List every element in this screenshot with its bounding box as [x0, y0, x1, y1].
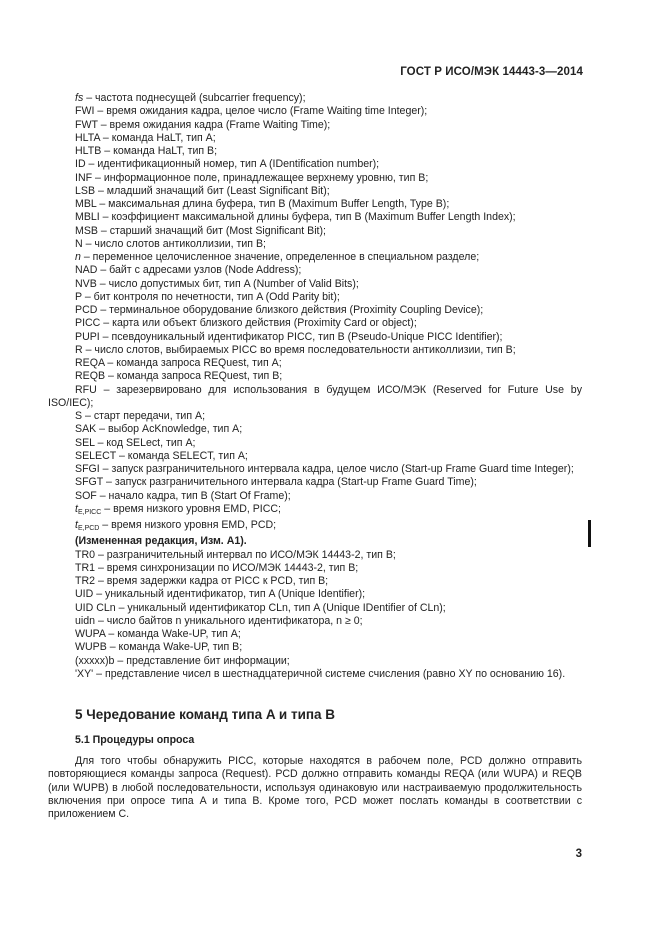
- page-number: 3: [575, 848, 582, 860]
- definition-text: – максимальная длина буфера, тип B (Maximum Buffer Length, Type B);: [96, 198, 450, 210]
- definition-term: ID: [75, 158, 86, 171]
- definition-item: [48, 238, 582, 251]
- definition-term: MBL: [75, 198, 97, 210]
- definition-item: [48, 105, 582, 118]
- definition-text: – команда Wake-UP, тип A;: [105, 628, 241, 640]
- definition-term: n: [75, 251, 81, 263]
- definition-term: HLTB: [75, 145, 102, 157]
- definition-item: [48, 158, 582, 171]
- definition-term: SOF: [75, 489, 97, 502]
- definition-item: [48, 668, 582, 681]
- definition-term: PICC: [75, 317, 101, 330]
- definition-text: – представление чисел в шестнадцатеричной системе счисления (равно XY по основанию 16).: [93, 667, 566, 680]
- definition-text: – частота поднесущей (subcarrier frequency);: [83, 92, 306, 104]
- definition-text: – запуск разграничительного интервала кадра, целое число (Start-up Frame Guard time Integer);: [99, 463, 574, 475]
- definition-term: (xxxxx)b: [75, 654, 115, 667]
- definition-term: PUPI: [75, 330, 100, 343]
- definition-text: – разграничительный интервал по ИСО/МЭК 14443-2, тип B;: [95, 548, 396, 561]
- definition-item: [48, 304, 582, 317]
- definition-item: [48, 357, 582, 370]
- definition-text: – число допустимых бит, тип A (Number of Valid Bits);: [96, 277, 359, 290]
- definition-item: [48, 132, 582, 145]
- definition-term: SELECT: [75, 449, 117, 462]
- definition-item: [48, 463, 582, 476]
- definition-text: – запуск разграничительного интервала кадра (Start-up Frame Guard Time);: [103, 476, 477, 489]
- definition-item: [48, 344, 582, 357]
- definition-term: HLTA: [75, 131, 100, 144]
- definition-text: – начало кадра, тип B (Start Of Frame);: [96, 489, 291, 502]
- definition-item: [48, 490, 582, 503]
- abbreviations-list: [48, 92, 582, 681]
- definition-term: t: [75, 519, 78, 531]
- definition-term: REQA: [75, 357, 105, 369]
- definition-term: NAD: [75, 264, 98, 277]
- definition-term: MBLI: [75, 211, 100, 224]
- definition-text: – число байтов n уникального идентификатора, n ≥ 0;: [95, 614, 363, 627]
- section-title: 5 Чередование команд типа A и типа B: [75, 707, 336, 722]
- definition-item: [48, 655, 582, 668]
- definition-text: – команда HaLT, тип B;: [101, 145, 218, 157]
- definition-item: [48, 264, 582, 277]
- definition-item: [48, 384, 582, 411]
- definition-term: INF: [75, 171, 93, 184]
- definition-text: – информационное поле, принадлежащее верхнему уровню, тип B;: [92, 171, 429, 184]
- definition-text: – карта или объект близкого действия (Proximity Card or object);: [100, 317, 417, 330]
- definition-item: [48, 225, 582, 238]
- definition-item: [48, 370, 582, 383]
- definition-text: – команда запроса REQuest, тип B;: [105, 370, 283, 383]
- definition-item: [48, 291, 582, 304]
- definition-term: SFGT: [75, 476, 104, 489]
- definition-item: [48, 211, 582, 224]
- subsection-paragraph: Для того чтобы обнаружить PICC, которые находятся в рабочем поле, PCD должно отправить повторяющиеся команды запроса (Request). PCD должно отправить команды REQA (или WUPA) и REQB (или WUPB) в любой последовательности, используя одинаковую или настраиваемую продолжительность включения при опросе типа A и типа B. Кроме того, PCD может послать команды в соответствии с приложением C.: [48, 755, 582, 821]
- definition-term: 'XY': [75, 667, 94, 680]
- definition-term: N: [75, 237, 83, 250]
- definition-text: – число слотов, выбираемых PICC во время последовательности антиколлизии, тип B;: [82, 343, 516, 356]
- definition-term-subscript: E,PICC: [77, 508, 102, 516]
- definition-text: – код SELect, тип A;: [94, 436, 196, 449]
- definition-text: – представление бит информации;: [114, 654, 290, 667]
- definition-term: REQB: [75, 370, 106, 383]
- definition-text: – коэффициент максимальной длины буфера, тип B (Maximum Buffer Length Index);: [99, 211, 516, 224]
- definition-term: uidn: [75, 614, 96, 627]
- definition-item: [48, 145, 582, 158]
- definition-term: FWT: [75, 118, 98, 131]
- definition-text: (Измененная редакция, Изм. A1).: [75, 535, 247, 548]
- definition-item: [48, 251, 582, 264]
- definition-item: [48, 535, 582, 548]
- definition-text: – бит контроля по нечетности, тип A (Odd Parity bit);: [81, 290, 340, 303]
- definition-term: S: [75, 410, 83, 422]
- definition-term: RFU: [75, 383, 97, 396]
- definition-item: [48, 185, 582, 198]
- definition-text: – команда HaLT, тип A;: [99, 131, 216, 144]
- definition-term: fs: [75, 92, 84, 104]
- definition-term: FWI: [75, 105, 95, 118]
- definition-text: – время низкого уровня EMD, PICC;: [101, 502, 281, 515]
- definition-item: [48, 423, 582, 436]
- definition-term: UID CLn: [75, 601, 116, 614]
- definition-item: [48, 92, 582, 105]
- definition-text: – псевдоуникальный идентификатор PICC, тип B (Pseudo-Unique PICC Identifier);: [99, 330, 503, 343]
- definition-item: [48, 198, 582, 211]
- definition-text: – команда запроса REQuest, тип A;: [104, 357, 282, 369]
- definition-item: [48, 437, 582, 450]
- definition-text: – команда Wake-UP, тип B;: [106, 641, 243, 654]
- definition-text: – идентификационный номер, тип A (IDentification number);: [85, 158, 380, 171]
- subsection-title: 5.1 Процедуры опроса: [75, 734, 195, 746]
- definition-text: – уникальный идентификатор CLn, тип A (Unique IDentifier of CLn);: [115, 601, 446, 614]
- definition-text: – выбор AcKnowledge, тип A;: [96, 423, 243, 436]
- definition-text: – число слотов антиколлизии, тип B;: [82, 237, 266, 250]
- definition-item: [48, 317, 582, 330]
- definition-text: – младший значащий бит (Least Significant Bit);: [95, 184, 330, 197]
- definition-term: TR2: [75, 575, 96, 587]
- definition-text: – команда SELECT, тип A;: [116, 449, 248, 462]
- definition-term: SFGI: [75, 463, 100, 475]
- definition-text: – терминальное оборудование близкого действия (Proximity Coupling Device);: [97, 304, 484, 316]
- definition-term: TR0: [75, 548, 96, 561]
- definition-text: – уникальный идентификатор, тип A (Unique Identifier);: [93, 588, 366, 601]
- definition-item: [48, 641, 582, 654]
- definition-text: – время задержки кадра от PICC к PCD, тип B;: [95, 575, 329, 587]
- definition-term: P: [75, 290, 82, 303]
- definition-item: [48, 331, 582, 344]
- definition-item: [48, 628, 582, 641]
- definition-term: WUPA: [75, 628, 106, 640]
- definition-text: – зарезервировано для использования в будущем ИСО/МЭК (Reserved for Future Use by ISO/IEC);: [48, 383, 582, 409]
- definition-text: – старший значащий бит (Most Significant Bit);: [97, 224, 326, 237]
- definition-item: [48, 476, 582, 489]
- definition-term: PCD: [75, 304, 98, 316]
- definition-item: [48, 172, 582, 185]
- definition-item: [48, 615, 582, 628]
- definition-text: – байт с адресами узлов (Node Address);: [97, 264, 302, 277]
- definition-item: [48, 278, 582, 291]
- definition-term: SEL: [75, 436, 95, 449]
- definition-item: [48, 450, 582, 463]
- definition-term: SAK: [75, 423, 97, 436]
- definition-item: [48, 503, 582, 519]
- definition-item: [48, 410, 582, 423]
- definition-item: [48, 562, 582, 575]
- definition-text: – время синхронизации по ИСО/МЭК 14443-2, тип B;: [95, 561, 359, 574]
- definition-term: UID: [75, 588, 94, 601]
- definition-text: – время низкого уровня EMD, PCD;: [99, 519, 277, 531]
- definition-text: – время ожидания кадра (Frame Waiting Time);: [97, 118, 331, 131]
- document-header: ГОСТ Р ИСО/МЭК 14443-3—2014: [400, 66, 583, 78]
- definition-term: t: [75, 502, 78, 515]
- definition-term: LSB: [75, 184, 96, 197]
- definition-item: [48, 588, 582, 601]
- change-bar: [588, 520, 591, 547]
- definition-text: – переменное целочисленное значение, определенное в специальном разделе;: [80, 251, 480, 263]
- definition-term: WUPB: [75, 641, 107, 654]
- definition-term: TR1: [75, 561, 96, 574]
- definition-term: MSB: [75, 224, 98, 237]
- definition-item: [48, 119, 582, 132]
- definition-item: [48, 575, 582, 588]
- definition-item: [48, 549, 582, 562]
- definition-text: – старт передачи, тип A;: [82, 410, 206, 422]
- definition-term-subscript: E,PCD: [77, 525, 100, 532]
- definition-term: R: [75, 343, 83, 356]
- definition-term: NVB: [75, 277, 97, 290]
- definition-item: [48, 519, 582, 535]
- definition-item: [48, 602, 582, 615]
- definition-text: – время ожидания кадра, целое число (Frame Waiting time Integer);: [94, 105, 428, 118]
